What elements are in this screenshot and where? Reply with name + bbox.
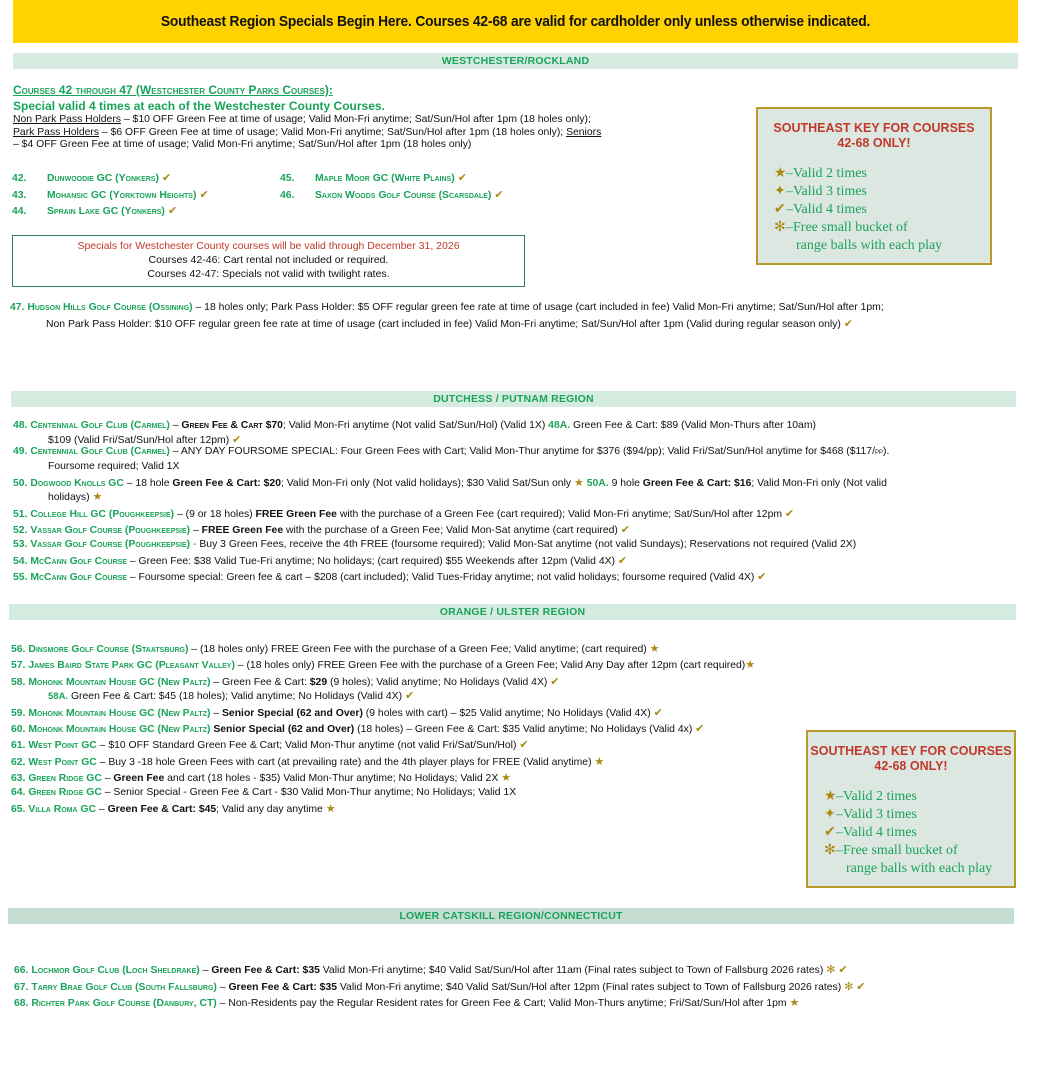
check-icon: ✔ <box>232 434 242 446</box>
course-number: 55. <box>13 572 28 583</box>
course-text: – <box>216 982 229 993</box>
course-number: 62. <box>11 757 26 768</box>
course-number: 65. <box>11 804 26 815</box>
course-name: Maple Moor GC (White Plains) <box>315 173 455 184</box>
course-58 <box>11 676 559 689</box>
course-number: 47. <box>10 302 25 313</box>
seniors-label: Seniors <box>566 126 602 138</box>
course-number: 61. <box>11 740 26 751</box>
course-name: Vassar Golf Course (Poughkeepsie) <box>30 525 191 536</box>
star-icon: ★ <box>594 756 605 768</box>
course-name: Mohonk Mountain House GC (New Paltz) <box>28 724 211 735</box>
key-item-bucket-cont: range balls with each play <box>796 238 943 253</box>
bold-text: Green Fee & Cart <box>181 420 263 431</box>
course-65 <box>11 803 336 816</box>
asterisk-icon: ✻ <box>774 220 786 235</box>
course-text: Valid Mon-Fri anytime; $40 Valid Sat/Sun/Hol after 12pm (Final rates subject to Town of Fallsburg 2026 rates) <box>337 982 842 993</box>
check-icon: ✔ <box>457 172 467 184</box>
course-number: 44. <box>12 206 27 217</box>
park-label: Park Pass Holders <box>13 126 100 138</box>
check-icon: ✔ <box>838 964 848 976</box>
course-63 <box>11 772 511 785</box>
course-text: – <box>199 965 212 976</box>
star-icon: ★ <box>92 491 103 503</box>
course-text: Foursome required; Valid 1X <box>48 461 180 472</box>
course-number: 50. <box>13 478 28 489</box>
course-42 <box>12 170 171 188</box>
course-49-cont <box>48 460 180 473</box>
region-title: DUTCHESS / PUTNAM REGION <box>433 393 594 405</box>
course-text: – Non-Residents pay the Regular Resident rates for Green Fee & Cart; Valid Mon-Thurs anytime; Fri/Sat/Sun/Hol after 1pm <box>216 998 787 1009</box>
sub-number: 50A. <box>586 478 609 489</box>
course-name: Tarry Brae Golf Club (South Fallsburg) <box>31 982 217 993</box>
region-header-catskill <box>8 908 1014 924</box>
banner-text: Southeast Region Specials Begin Here. Courses 42-68 are valid for cardholder only unless otherwise indicated. <box>160 13 871 30</box>
park-text: – $6 OFF Green Fee at time of usage; Valid Mon-Fri anytime; Sat/Sun/Hol after 1pm (18 holes only); <box>99 126 567 138</box>
check-icon: ✔ <box>167 205 178 217</box>
key-legend <box>824 788 1014 878</box>
course-number: 56. <box>11 644 26 655</box>
course-text: holidays) <box>48 492 90 503</box>
course-59 <box>11 707 663 720</box>
course-text: – 18 holes only; Park Pass Holder: $5 OFF regular green fee rate at time of usage (cart included in fee) Valid Mon-Fri anytime; Sat/Sun/Hol after 1pm; <box>192 302 884 313</box>
key-item-2x <box>774 165 990 183</box>
course-47-cont <box>46 318 853 331</box>
key-label: –Valid 3 times <box>836 807 917 822</box>
check-icon: ✔ <box>695 723 705 735</box>
bold-text: Green Fee <box>113 773 165 784</box>
key-item-4x <box>824 824 1014 842</box>
diamond-icon: ✦ <box>824 807 836 822</box>
course-57 <box>11 659 755 672</box>
course-45 <box>280 170 467 188</box>
course-number: 42. <box>12 173 27 184</box>
course-text: ; Valid any day anytime <box>216 804 323 815</box>
key-item-bucket-cont: range balls with each play <box>846 861 993 876</box>
course-text: ; Valid Mon-Fri anytime (Not valid Sat/Sun/Hol) (Valid 1X) <box>282 420 549 431</box>
course-text: Valid Mon-Fri anytime; $40 Valid Sat/Sun/Hol after 11am (Final rates subject to Town of Fallsburg 2026 rates) <box>319 965 824 976</box>
course-text: and cart (18 holes - $35) Valid Mon-Thur anytime; No Holidays; Valid 2X <box>164 773 499 784</box>
course-text: – (18 holes only) FREE Green Fee with the purchase of a Green Fee; Valid Any Day after 12pm (cart required) <box>234 660 746 671</box>
bold-text: Green Fee & Cart: $16 <box>642 478 752 489</box>
bold-text: $70 <box>262 420 283 431</box>
note-cart: Courses 42-46: Cart rental not included or required. <box>148 254 389 266</box>
check-icon: ✔ <box>824 825 836 840</box>
check-icon: ✔ <box>617 555 628 567</box>
course-text: pp <box>874 447 883 456</box>
course-number: 68. <box>14 998 29 1009</box>
course-number: 43. <box>12 190 27 201</box>
course-text: – Foursome special: Green fee & cart – $208 (cart included); Valid Tues-Friday anytime; not valid holidays; foursome required (Valid 4X) <box>126 572 755 583</box>
westchester-subheading: Special valid 4 times at each of the Westchester County Courses. <box>13 99 385 113</box>
star-icon: ★ <box>325 803 336 815</box>
course-name: Dinsmore Golf Course (Staatsburg) <box>28 644 189 655</box>
key-item-2x <box>824 788 1014 806</box>
course-text: Green Fee & Cart: $89 (Valid Mon-Thurs after 10am) <box>570 420 816 431</box>
course-number: 64. <box>11 787 26 798</box>
course-name: Centennial Golf Club (Carmel) <box>30 446 170 457</box>
bold-text: $29 <box>309 677 328 688</box>
sub-number: 58A. <box>48 691 69 702</box>
course-name: Dogwood Knolls GC <box>30 478 124 489</box>
course-54 <box>13 555 627 568</box>
seniors-text: – $4 OFF Green Fee at time of usage; Valid Mon-Fri anytime; Sat/Sun/Hol after 1pm (18 holes only) <box>13 139 472 150</box>
course-text: – ANY DAY FOURSOME SPECIAL: Four Green Fees with Cart; Valid Mon-Thur anytime for $376 ($94/pp); Valid Fri/Sat/Sun/Hol anytime for $468 ($117/ <box>169 446 875 457</box>
course-name: Sprain Lake GC (Yonkers) <box>47 206 165 217</box>
course-number: 46. <box>280 190 295 201</box>
key-label: –Valid 2 times <box>786 166 867 181</box>
course-text: ; Valid Mon-Fri only (Not valid holidays); $30 Valid Sat/Sun only <box>280 478 574 489</box>
course-text: – (18 holes only) FREE Green Fee with the purchase of a Green Fee; Valid anytime; (cart required) <box>188 644 647 655</box>
course-name: Villa Roma GC <box>28 804 97 815</box>
course-name: Mohansic GC (Yorktown Heights) <box>47 190 197 201</box>
course-number: 60. <box>11 724 26 735</box>
key-title-line1: SOUTHEAST KEY FOR COURSES <box>773 121 975 135</box>
course-name: Green Ridge GC <box>28 773 102 784</box>
course-text: 9 hole <box>608 478 643 489</box>
asterisk-icon: ✻ <box>844 981 854 993</box>
key-title <box>758 121 990 151</box>
course-number: 45. <box>280 173 295 184</box>
header-banner <box>13 0 1018 43</box>
course-text: (9 holes); Valid anytime; No Holidays (Valid 4X) <box>327 677 548 688</box>
note-twilight: Courses 42-47: Specials not valid with twilight rates. <box>147 268 390 280</box>
key-title-line2: 42-68 ONLY! <box>837 136 911 150</box>
course-64 <box>11 786 516 799</box>
key-label: –Free small bucket of <box>786 220 908 235</box>
course-text: – <box>96 804 108 815</box>
course-53 <box>13 538 856 551</box>
region-header-dutchess <box>11 391 1016 407</box>
course-text: - <box>190 539 197 550</box>
check-icon: ✔ <box>784 508 795 520</box>
course-text: – Buy 3 -18 hole Green Fees with cart (at prevailing rate) and the 4th player plays for FREE (Valid anytime) <box>96 757 592 768</box>
course-name: College Hill GC (Poughkeepsie) <box>30 509 175 520</box>
course-number: 49. <box>13 446 28 457</box>
check-icon: ✔ <box>757 571 767 583</box>
course-55 <box>13 571 766 584</box>
course-text: – Green Fee & Cart: <box>210 677 310 688</box>
nonpark-label: Non Park Pass Holders <box>13 114 121 125</box>
course-text: with the purchase of a Green Fee (cart required); Valid Mon-Fri anytime; Sat/Sun/Hol after 12pm <box>336 509 783 520</box>
course-name: West Point GC <box>28 740 97 751</box>
course-56 <box>11 643 660 656</box>
course-name: Vassar Golf Course (Poughkeepsie) <box>30 539 191 550</box>
key-label: –Valid 2 times <box>836 789 917 804</box>
course-50 <box>13 477 887 490</box>
check-icon: ✔ <box>404 690 415 702</box>
key-box-top <box>756 107 992 265</box>
bold-text: Green Fee & Cart: $20 <box>172 478 281 489</box>
region-header-westchester <box>13 53 1018 69</box>
check-icon: ✔ <box>494 189 504 201</box>
course-text: – (9 or 18 holes) <box>174 509 256 520</box>
course-text: – Green Fee: $38 Valid Tue-Fri anytime; No holidays; (cart required) $55 Weekends after 12pm (Valid 4X) <box>126 556 615 567</box>
westchester-note-box <box>12 235 525 287</box>
course-68 <box>14 997 799 1010</box>
course-name: McCann Golf Course <box>30 572 127 583</box>
key-item-3x <box>824 806 1014 824</box>
course-text: Green Fee & Cart: $45 (18 holes); Valid anytime; No Holidays (Valid 4X) <box>68 691 403 702</box>
course-number: 51. <box>13 509 28 520</box>
check-icon: ✔ <box>199 189 209 201</box>
star-icon: ★ <box>573 477 584 489</box>
course-number: 58. <box>11 677 26 688</box>
course-text: ). <box>883 446 890 457</box>
course-58a <box>48 690 414 703</box>
key-item-4x <box>774 201 990 219</box>
course-name: Dunwoodie GC (Yonkers) <box>47 173 159 184</box>
course-52 <box>13 524 630 537</box>
bold-text: FREE Green Fee <box>255 509 337 520</box>
course-number: 59. <box>11 708 26 719</box>
course-text: – <box>101 773 114 784</box>
region-title: WESTCHESTER/ROCKLAND <box>441 55 590 67</box>
key-title-line1: SOUTHEAST KEY FOR COURSES <box>810 744 1012 758</box>
key-box-bottom <box>806 730 1016 888</box>
star-icon: ★ <box>774 166 787 181</box>
check-icon: ✔ <box>856 981 866 993</box>
nonpark-text: – $10 OFF Green Fee at time of usage; Valid Mon-Fri anytime; Sat/Sun/Hol after 1pm (18 holes only); <box>121 114 591 125</box>
course-43 <box>12 187 209 205</box>
course-name: Mohonk Mountain House GC (New Paltz) <box>28 677 211 688</box>
course-number: 53. <box>13 539 28 550</box>
course-number: 57. <box>11 660 26 671</box>
check-icon: ✔ <box>519 739 529 751</box>
bold-text: Senior Special (62 and Over) <box>210 724 355 735</box>
course-number: 67. <box>14 982 29 993</box>
course-51 <box>13 508 794 521</box>
key-legend <box>774 165 990 255</box>
course-text: $109 (Valid Fri/Sat/Sun/Hol after 12pm) <box>48 435 230 446</box>
course-number: 63. <box>11 773 26 784</box>
check-icon: ✔ <box>620 524 630 536</box>
key-title <box>808 744 1014 774</box>
course-name: Saxon Woods Golf Course (Scarsdale) <box>315 190 492 201</box>
asterisk-icon: ✻ <box>824 843 836 858</box>
course-62 <box>11 756 604 769</box>
diamond-icon: ✦ <box>774 184 786 199</box>
region-title: ORANGE / ULSTER REGION <box>439 606 586 618</box>
region-header-orange <box>9 604 1016 620</box>
course-name: Richter Park Golf Course (Danbury, CT) <box>31 998 217 1009</box>
westchester-course-list <box>12 170 572 222</box>
course-50-cont <box>48 491 102 504</box>
course-46 <box>280 187 504 205</box>
course-name: Hudson Hills Golf Course (Ossining) <box>27 302 193 313</box>
course-text: with the purchase of a Green Fee; Valid Mon-Sat anytime (cart required) <box>283 525 618 536</box>
key-label: –Valid 4 times <box>836 825 917 840</box>
course-name: West Point GC <box>28 757 97 768</box>
check-icon: ✔ <box>550 676 560 688</box>
course-49 <box>13 445 889 458</box>
key-title-line2: 42-68 ONLY! <box>874 759 948 773</box>
course-47 <box>10 301 884 314</box>
course-name: Mohonk Mountain House GC (New Paltz) <box>28 708 211 719</box>
course-text: Buy 3 Green Fees, receive the 4th FREE (foursome required); Valid Mon-Sat anytime (not valid Sundays); Reservations not required (Valid 2X) <box>196 539 857 550</box>
key-label: –Free small bucket of <box>836 843 958 858</box>
bold-text: Green Fee & Cart: $35 <box>211 965 320 976</box>
course-text: – 18 hole <box>123 478 173 489</box>
course-name: Centennial Golf Club (Carmel) <box>30 420 170 431</box>
course-text: – <box>190 525 202 536</box>
course-44 <box>12 203 177 221</box>
star-icon: ★ <box>501 772 512 784</box>
bold-text: Senior Special (62 and Over) <box>222 708 363 719</box>
course-text: ; Valid Mon-Fri only (Not valid <box>751 478 887 489</box>
course-text: (9 holes with cart) – $25 Valid anytime; No Holidays (Valid 4X) <box>362 708 651 719</box>
asterisk-icon: ✻ <box>826 964 836 976</box>
check-icon: ✔ <box>653 707 663 719</box>
course-number: 54. <box>13 556 28 567</box>
region-title: LOWER CATSKILL REGION/CONNECTICUT <box>399 910 623 922</box>
course-name: James Baird State Park GC (Pleasant Valley) <box>28 660 235 671</box>
bold-text: Green Fee & Cart: $35 <box>228 982 338 993</box>
course-name: Green Ridge GC <box>28 787 102 798</box>
key-label: –Valid 4 times <box>786 202 867 217</box>
course-61 <box>11 739 529 752</box>
course-48: 48. Centennial Golf Club (Carmel) – Green Fee & Cart $70; Valid Mon-Fri anytime (Not valid Sat/Sun/Hol) (Valid 1X) 48A. Green Fee & Cart: $89 (Valid Mon-Thurs after 10am) <box>13 420 816 431</box>
course-text: – <box>210 708 222 719</box>
course-number: 48. <box>13 420 28 431</box>
course-name: McCann Golf Course <box>30 556 127 567</box>
bold-text: Green Fee & Cart: $45 <box>107 804 217 815</box>
star-icon: ★ <box>824 789 837 804</box>
check-icon: ✔ <box>843 318 853 330</box>
star-icon: ★ <box>745 659 756 671</box>
key-item-3x <box>774 183 990 201</box>
key-label: –Valid 3 times <box>786 184 867 199</box>
course-66 <box>14 964 848 977</box>
check-icon: ✔ <box>162 172 172 184</box>
course-text: – Senior Special - Green Fee & Cart - $30 Valid Mon-Thur anytime; No Holidays; Valid 1X <box>101 787 517 798</box>
course-60 <box>11 723 704 736</box>
course-67 <box>14 981 865 994</box>
star-icon: ★ <box>789 997 800 1009</box>
westchester-heading: Courses 42 through 47 (Westchester County Parks Courses): <box>13 83 333 97</box>
course-number: 52. <box>13 525 28 536</box>
course-text: – $10 OFF Standard Green Fee & Cart; Valid Mon-Thur anytime (not valid Fri/Sat/Sun/Hol) <box>96 740 517 751</box>
sub-number: 48A. <box>548 420 571 431</box>
check-icon: ✔ <box>774 202 786 217</box>
course-text: (18 holes) – Green Fee & Cart: $35 Valid anytime; No Holidays (Valid 4x) <box>354 724 693 735</box>
course-name: Lochmor Golf Club (Loch Sheldrake) <box>31 965 200 976</box>
course-number: 66. <box>14 965 29 976</box>
course-text: Non Park Pass Holder: $10 OFF regular green fee rate at time of usage (cart included in fee) Valid Mon-Fri anytime; Sat/Sun/Hol after 1pm (Valid during regular season only) <box>46 319 841 330</box>
bold-text: FREE Green Fee <box>201 525 284 536</box>
key-item-bucket <box>774 219 990 237</box>
westchester-intro <box>13 82 713 152</box>
star-icon: ★ <box>649 643 660 655</box>
note-validity: Specials for Westchester County courses will be valid through December 31, 2026 <box>77 240 460 252</box>
key-item-bucket <box>824 842 1014 860</box>
